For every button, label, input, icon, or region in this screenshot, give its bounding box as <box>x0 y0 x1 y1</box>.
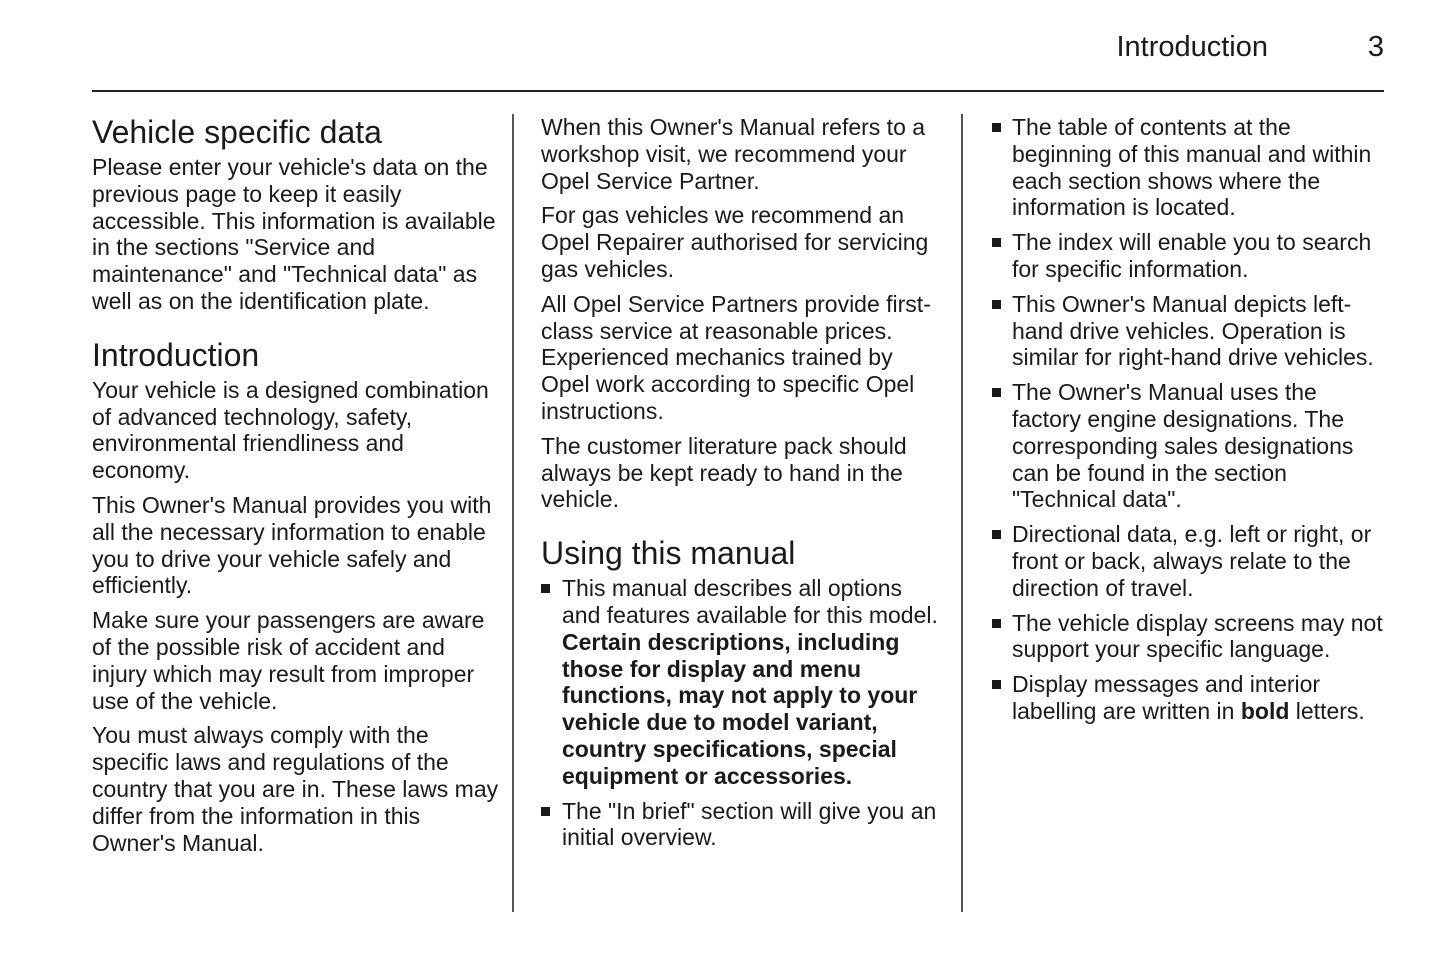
square-bullet-icon <box>541 584 550 593</box>
list-item <box>992 291 1392 371</box>
bullet-list <box>541 575 946 851</box>
paragraph: All Opel Service Partners provide first-class service at reasonable prices. Experienced mechanics trained by Opel work according to specific Opel instructions. <box>541 290 931 424</box>
paragraph: The customer literature pack should always be kept ready to hand in the vehicle. <box>541 432 907 513</box>
list-item <box>992 114 1392 221</box>
list-item-text: This Owner's Manual depicts left-hand drive vehicles. Operation is similar for right-hand drive vehicles. <box>1012 290 1374 371</box>
column-divider <box>961 114 963 912</box>
paragraph: When this Owner's Manual refers to a workshop visit, we recommend your Opel Service Partner. <box>541 114 926 194</box>
bullet-list <box>992 114 1392 725</box>
page-header <box>92 0 1384 92</box>
paragraph: You must always comply with the specific laws and regulations of the country that you are in. These laws may differ from the information in this Owner's Manual. <box>92 722 499 856</box>
page-number: 3 <box>1367 31 1384 63</box>
list-item-text: The "In brief" section will give you an initial overview. <box>562 797 937 851</box>
square-bullet-icon <box>992 530 1001 539</box>
list-item <box>992 229 1392 283</box>
list-item <box>992 379 1392 513</box>
list-item-text: The index will enable you to search for specific information. <box>1012 229 1372 282</box>
list-item <box>541 575 946 789</box>
column-1 <box>92 114 502 864</box>
list-item <box>992 610 1392 664</box>
column-divider <box>512 114 514 912</box>
heading-using-this-manual: Using this manual <box>541 535 796 572</box>
list-item-text: Directional data, e.g. left or right, or front or back, always relate to the direction of travel. <box>1012 521 1372 601</box>
paragraph: Make sure your passengers are aware of the possible risk of accident and injury which may result from improper use of the vehicle. <box>92 607 485 714</box>
paragraph: For gas vehicles we recommend an Opel Repairer authorised for servicing gas vehicles. <box>541 202 929 282</box>
list-item <box>541 798 946 852</box>
list-item-text: letters. <box>1289 697 1365 724</box>
list-item-text: This manual describes all options and features available for this model. <box>562 575 938 628</box>
list-item <box>992 521 1392 601</box>
column-3 <box>992 114 1392 733</box>
list-item <box>992 671 1392 725</box>
square-bullet-icon <box>992 388 1001 397</box>
column-2 <box>541 114 946 859</box>
list-item-bold-text: Certain descriptions, including those for display and menu functions, may not apply to your vehicle due to model variant, country specifications, special equipment or accessories. <box>562 628 918 789</box>
square-bullet-icon <box>992 238 1001 247</box>
square-bullet-icon <box>992 300 1001 309</box>
heading-vehicle-specific-data: Vehicle specific data <box>92 114 382 150</box>
heading-introduction: Introduction <box>92 336 260 373</box>
list-item-text: The vehicle display screens may not support your specific language. <box>1012 609 1383 663</box>
square-bullet-icon <box>992 680 1001 689</box>
square-bullet-icon <box>992 619 1001 628</box>
list-item-text: Display messages and interior labelling are written in <box>1012 671 1321 724</box>
paragraph: Please enter your vehicle's data on the previous page to keep it easily accessible. This information is available in the sections "Service and maintenance" and "Technical data" as well as on the identification plate. <box>92 154 496 314</box>
list-item-text: The Owner's Manual uses the factory engine designations. The corresponding sales designations can be found in the section "Technical data". <box>1012 379 1354 513</box>
square-bullet-icon <box>541 807 550 816</box>
paragraph: This Owner's Manual provides you with all the necessary information to enable you to drive your vehicle safely and efficiently. <box>92 491 492 599</box>
list-item-bold-text: bold <box>1240 697 1290 724</box>
section-title: Introduction <box>1116 31 1268 63</box>
square-bullet-icon <box>992 123 1001 132</box>
paragraph: Your vehicle is a designed combination of advanced technology, safety, environmental friendliness and economy. <box>92 376 489 484</box>
list-item-text: The table of contents at the beginning of this manual and within each section shows where the information is located. <box>1012 114 1372 221</box>
